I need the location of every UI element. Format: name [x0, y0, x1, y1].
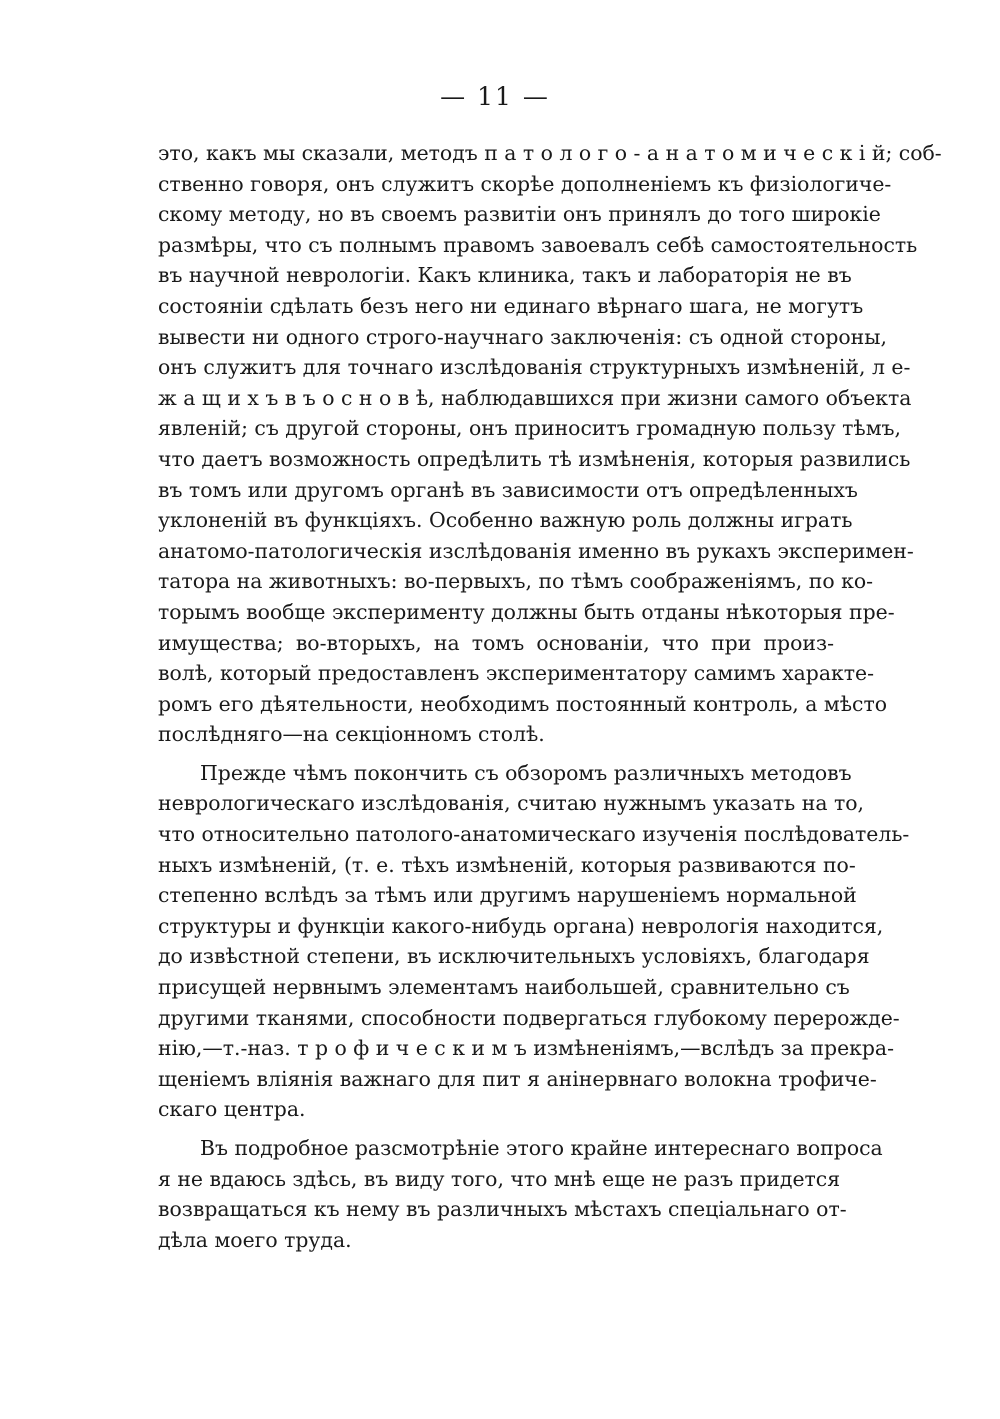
text-line: другими тканями, способности подвергаться глубокому перерожде-: [158, 1005, 900, 1030]
page-number: — 11 —: [440, 82, 550, 111]
text-line: волѣ, который предоставленъ экспериментатору самимъ характе-: [158, 661, 874, 686]
text-line: имущества; во-вторыхъ, на томъ основаніи, что при произ-: [158, 630, 834, 655]
text-line: вывести ни одного строго-научнаго заключенія: съ одной стороны,: [158, 324, 887, 349]
paragraph-gap: [158, 1125, 834, 1133]
text-line: онъ служитъ для точнаго изслѣдованія структурныхъ измѣненій, л е-: [158, 355, 911, 380]
text-line: я не вдаюсь здѣсь, въ виду того, что мнѣ еще не разъ придется: [158, 1166, 841, 1191]
text-line: ромъ его дѣятельности, необходимъ постоянный контроль, а мѣсто: [158, 691, 888, 716]
text-line: скаго центра.: [158, 1097, 306, 1122]
text-line: торымъ вообще эксперименту должны быть отданы нѣкоторыя пре-: [158, 599, 895, 624]
text-line: въ томъ или другомъ органѣ въ зависимости отъ опредѣленныхъ: [158, 477, 858, 502]
body-text: [158, 138, 942, 1255]
text-line: неврологическаго изслѣдованія, считаю нужнымъ указать на то,: [158, 791, 865, 816]
text-line: уклоненій въ функціяхъ. Особенно важную роль должны играть: [158, 508, 853, 533]
text-line: размѣры, что съ полнымъ правомъ завоевалъ себѣ самостоятельность: [158, 232, 918, 257]
text-line: явленій; съ другой стороны, онъ приноситъ громадную пользу тѣмъ,: [158, 416, 902, 441]
text-line: ныхъ измѣненій, (т. е. тѣхъ измѣненій, которыя развиваются по-: [158, 852, 856, 877]
text-line: что относительно патолого-анатомическаго изученія послѣдователь-: [158, 822, 910, 847]
text-line: послѣдняго—на секціонномъ столѣ.: [158, 722, 545, 747]
text-line: степенно вслѣдъ за тѣмъ или другимъ нарушеніемъ нормальной: [158, 883, 857, 908]
text-line: щеніемъ вліянія важнаго для пит я анінервнаго волокна трофиче-: [158, 1066, 877, 1091]
text-line: до извѣстной степени, въ исключительныхъ условіяхъ, благодаря: [158, 944, 870, 969]
text-line: анатомо-патологическія изслѣдованія именно въ рукахъ эксперимен-: [158, 538, 914, 563]
paragraph-1: [158, 138, 942, 750]
text-line: ж а щ и х ъ в ъ о с н о в ѣ, наблюдавшихся при жизни самого объекта: [158, 385, 912, 410]
text-line: нію,—т.-наз. т р о ф и ч е с к и м ъ измѣненіямъ,—вслѣдъ за прекра-: [158, 1036, 894, 1061]
text-line: это, какъ мы сказали, методъ п а т о л о г о - а н а т о м и ч е с к і й; соб-: [158, 141, 942, 165]
text-line: состояніи сдѣлать безъ него ни единаго вѣрнаго шага, не могутъ: [158, 293, 864, 318]
text-line: Прежде чѣмъ покончить съ обзоромъ различныхъ методовъ: [200, 760, 852, 785]
paragraph-gap: [158, 750, 834, 758]
text-line: возвращаться къ нему въ различныхъ мѣстахъ спеціальнаго от-: [158, 1197, 847, 1222]
text-line: присущей нервнымъ элементамъ наибольшей, сравнительно съ: [158, 975, 850, 1000]
text-line: что даетъ возможность опредѣлить тѣ измѣненія, которыя развились: [158, 446, 911, 471]
text-line: татора на животныхъ: во-первыхъ, по тѣмъ соображеніямъ, по ко-: [158, 569, 873, 594]
paragraph-2: [158, 758, 910, 1125]
text-line: въ научной неврологіи. Какъ клиника, такъ и лабораторія не въ: [158, 263, 852, 288]
text-line: скому методу, но въ своемъ развитіи онъ принялъ до того широкіе: [158, 202, 881, 227]
text-line: ственно говоря, онъ служитъ скорѣе дополненіемъ къ физіологиче-: [158, 171, 892, 196]
text-line: дѣла моего труда.: [158, 1227, 352, 1252]
text-line: Въ подробное разсмотрѣніе этого крайне интереснаго вопроса: [200, 1136, 883, 1160]
paragraph-3: [158, 1133, 883, 1255]
text-line: структуры и функціи какого-нибудь органа) неврологія находится,: [158, 913, 884, 938]
